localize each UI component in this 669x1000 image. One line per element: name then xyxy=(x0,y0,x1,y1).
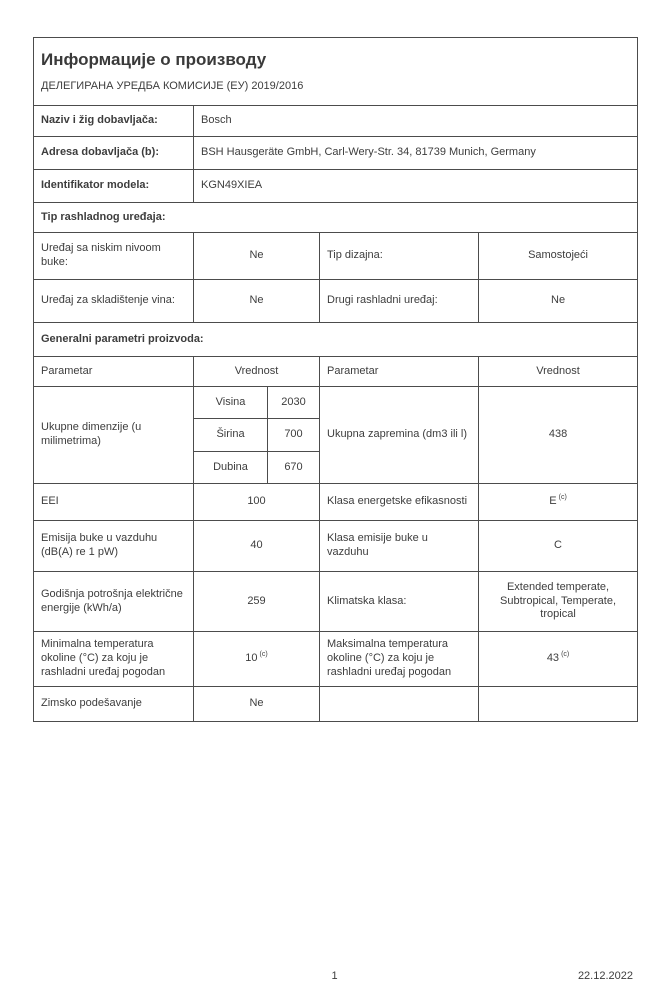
noise-class-value: C xyxy=(479,521,638,572)
table-row xyxy=(34,233,638,280)
page-title: Информације о производу xyxy=(41,49,267,69)
value-header-1: Vrednost xyxy=(194,357,320,387)
annual-energy-value: 259 xyxy=(194,572,320,632)
climate-class-label: Klimatska klasa: xyxy=(320,572,479,632)
supplier-name-label: Naziv i žig dobavljača: xyxy=(34,106,194,137)
model-identifier-value: KGN49XIEA xyxy=(194,170,638,203)
energy-class-value xyxy=(479,484,638,521)
max-temperature-value xyxy=(479,632,638,687)
footnote-ref: (c) xyxy=(259,651,268,659)
climate-class-value: Extended temperate, Subtropical, Temperate, tropical xyxy=(479,572,638,632)
table-row xyxy=(34,106,638,137)
max-temperature-number: 43 xyxy=(546,652,560,665)
min-temperature-label: Minimalna temperatura okoline (°C) za koju je rashladni uređaj pogodan xyxy=(34,632,194,687)
param-header-2: Parametar xyxy=(320,357,479,387)
table-row xyxy=(34,687,638,722)
other-appliance-label: Drugi rashladni uređaj: xyxy=(320,280,479,323)
winter-setting-value: Ne xyxy=(194,687,320,722)
height-label: Visina xyxy=(194,387,268,419)
wine-storage-value: Ne xyxy=(194,280,320,323)
model-identifier-label: Identifikator modela: xyxy=(34,170,194,203)
table-row xyxy=(34,387,638,419)
energy-class-letter: E xyxy=(549,495,557,508)
max-temperature-label: Maksimalna temperatura okoline (°C) za koju je rashladni uređaj pogodan xyxy=(320,632,479,687)
column-header-row xyxy=(34,357,638,387)
low-noise-value: Ne xyxy=(194,233,320,280)
min-temperature-value xyxy=(194,632,320,687)
title-cell xyxy=(34,38,638,106)
annual-energy-label: Godišnja potrošnja električne energije (kWh/a) xyxy=(34,572,194,632)
supplier-address-label: Adresa dobavljača (b): xyxy=(34,137,194,170)
wine-storage-label: Uređaj za skladištenje vina: xyxy=(34,280,194,323)
table-row xyxy=(34,170,638,203)
table-row xyxy=(34,521,638,572)
table-row xyxy=(34,632,638,687)
design-type-label: Tip dizajna: xyxy=(320,233,479,280)
value-header-2: Vrednost xyxy=(479,357,638,387)
regulation-subtitle: ДЕЛЕГИРАНА УРЕДБА КОМИСИЈЕ (ЕУ) 2019/2016 xyxy=(41,80,304,93)
footnote-ref: (c) xyxy=(558,494,567,502)
footnote-ref: (c) xyxy=(561,651,570,659)
depth-label: Dubina xyxy=(194,452,268,484)
min-temperature-number: 10 xyxy=(245,652,258,665)
supplier-address-value: BSH Hausgeräte GmbH, Carl-Wery-Str. 34, 81739 Munich, Germany xyxy=(194,137,638,170)
eei-label: EEI xyxy=(34,484,194,521)
table-row xyxy=(34,572,638,632)
type-section-header: Tip rashladnog uređaja: xyxy=(34,203,638,233)
supplier-name-value: Bosch xyxy=(194,106,638,137)
total-volume-value: 438 xyxy=(479,387,638,484)
height-value: 2030 xyxy=(268,387,320,419)
empty-cell xyxy=(320,687,479,722)
general-section-header: Generalni parametri proizvoda: xyxy=(34,323,638,357)
noise-emission-value: 40 xyxy=(194,521,320,572)
winter-setting-label: Zimsko podešavanje xyxy=(34,687,194,722)
overall-dimensions-label: Ukupne dimenzije (u milimetrima) xyxy=(34,387,194,484)
low-noise-label: Uređaj sa niskim nivoom buke: xyxy=(34,233,194,280)
table-row xyxy=(34,280,638,323)
section-header-row xyxy=(34,203,638,233)
table-row xyxy=(34,484,638,521)
eei-value: 100 xyxy=(194,484,320,521)
total-volume-label: Ukupna zapremina (dm3 ili l) xyxy=(320,387,479,484)
width-value: 700 xyxy=(268,419,320,452)
energy-class-label: Klasa energetske efikasnosti xyxy=(320,484,479,521)
product-info-table xyxy=(33,37,638,722)
width-label: Širina xyxy=(194,419,268,452)
design-type-value: Samostojeći xyxy=(479,233,638,280)
noise-emission-label: Emisija buke u vazduhu (dB(A) re 1 pW) xyxy=(34,521,194,572)
param-header-1: Parametar xyxy=(34,357,194,387)
empty-cell xyxy=(479,687,638,722)
page-number: 1 xyxy=(331,970,338,982)
depth-value: 670 xyxy=(268,452,320,484)
noise-class-label: Klasa emisije buke u vazduhu xyxy=(320,521,479,572)
other-appliance-value: Ne xyxy=(479,280,638,323)
table-row xyxy=(34,137,638,170)
footer-date: 22.12.2022 xyxy=(577,970,633,982)
section-header-row xyxy=(34,323,638,357)
